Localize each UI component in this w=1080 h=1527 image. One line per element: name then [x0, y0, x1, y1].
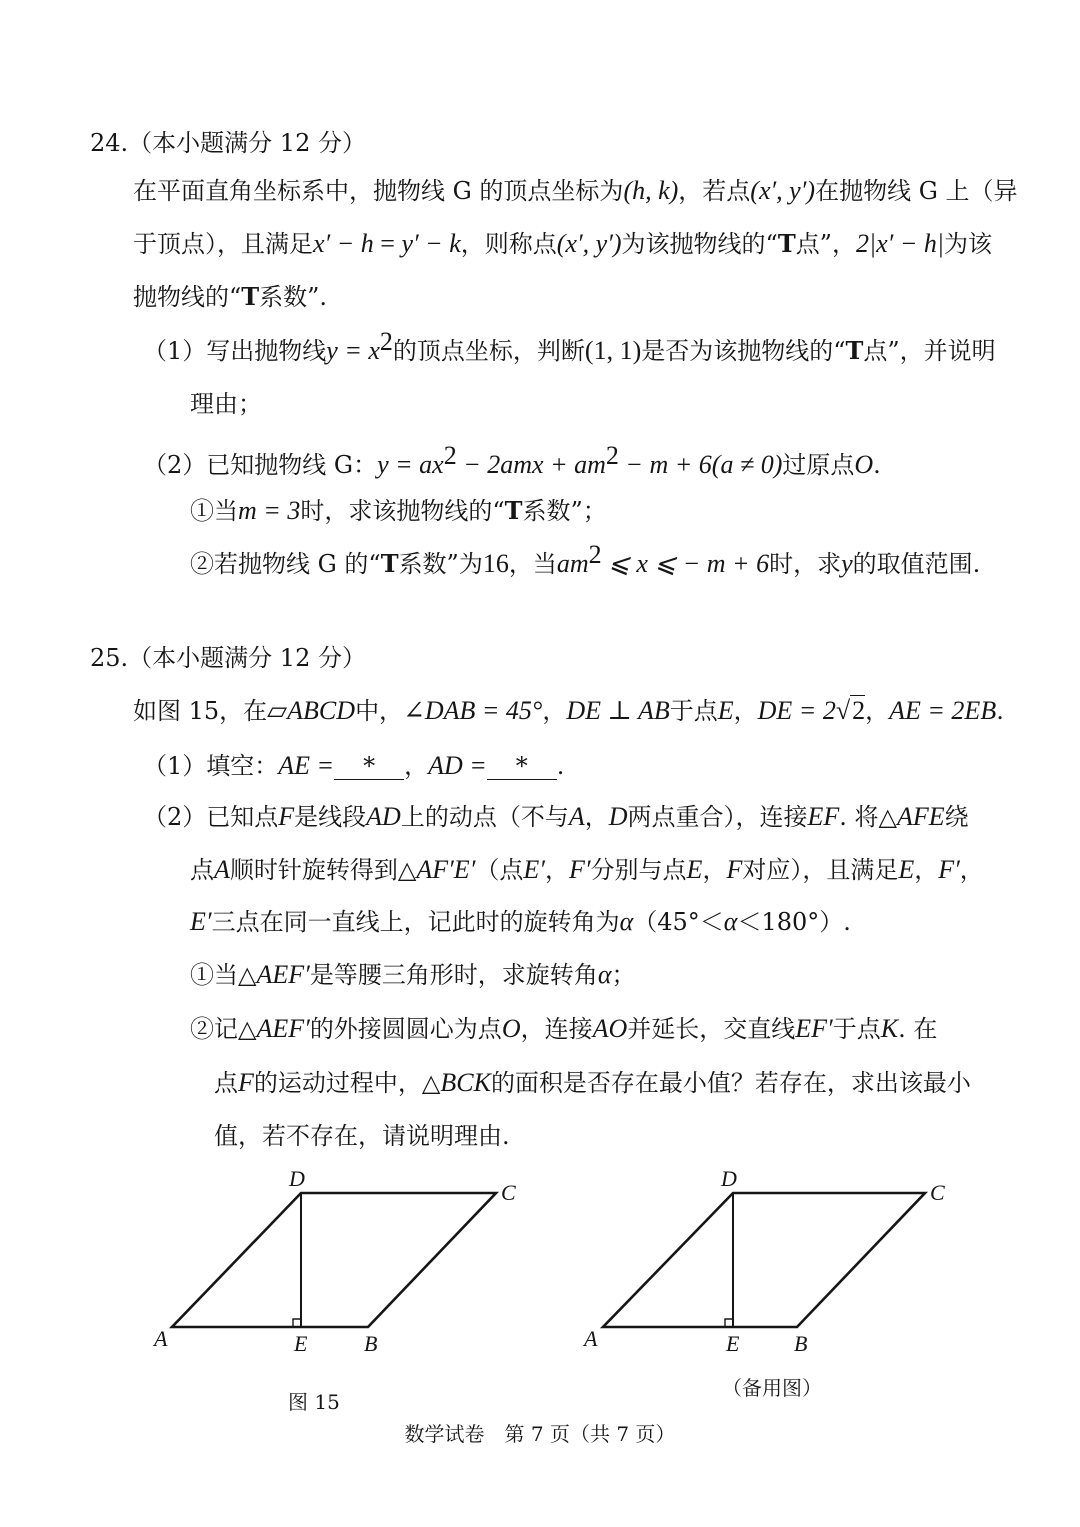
q25-part2-line1: （2）已知点F是线段AD上的动点（不与A，D两点重合），连接EF. 将△AFE绕	[143, 802, 969, 831]
q24-part2-line1: （2）已知抛物线 G：$y = ax^2 - 2amx + am^2 - m + 6(a \ne 0)$过原点O.	[143, 441, 881, 479]
fig15-label-d: D	[289, 1166, 305, 1191]
spare-label-d: D	[721, 1166, 737, 1191]
fig15-label-a: A	[154, 1326, 168, 1351]
q25-score: （本小题满分 12 分）	[128, 644, 366, 672]
q24-part2-item2: ②若抛物线 G 的“T系数”为16，当$am^2$ ⩽ x ⩽ − m + 6时，求y的取值范围.	[190, 540, 981, 578]
ad-answer-blank: *	[487, 753, 557, 780]
spare-label-e: E	[726, 1331, 740, 1356]
q24-intro-line1: 在平面直角坐标系中，抛物线 G 的顶点坐标为(h, k)，若点(x′, y′)在抛物线 G 上（异	[133, 176, 1018, 205]
page-footer: 数学试卷 第 7 页（共 7 页）	[404, 1422, 676, 1446]
ae-answer-blank: *	[334, 753, 404, 780]
q25-part2-line2: 点A顺时针旋转得到△AF′E′（点E′，F′分别与点E，F对应），且满足E，F′，	[190, 855, 984, 884]
q25-part2-item2-line1: ②记△AEF′的外接圆圆心为点O，连接AO并延长，交直线EF′于点K. 在	[190, 1014, 938, 1043]
spare-label-a: A	[584, 1326, 598, 1351]
q24-number: 24.	[90, 129, 129, 157]
q25-part2-item2-line2: 点F的运动过程中，△BCK的面积是否存在最小值？若存在，求出该最小	[214, 1068, 971, 1097]
t-coefficient-expression: 2|x′ − h|	[855, 229, 945, 258]
q25-part2-item1: ①当△AEF′是等腰三角形时，求旋转角α；	[190, 960, 636, 989]
q24-part2-item1: ①当m = 3时，求该抛物线的“T系数”；	[190, 496, 607, 525]
q25-number: 25.	[90, 644, 129, 672]
parallelogram-abcd	[172, 1193, 496, 1327]
fig15-label-c: C	[501, 1180, 516, 1205]
q24-part1-line2: 理由；	[190, 390, 262, 418]
spare-figure-caption: （备用图）	[722, 1376, 822, 1400]
spare-label-c: C	[930, 1180, 945, 1205]
q25-part1: （1）填空：AE = * ，AD = * .	[143, 751, 565, 780]
q24-intro-line3: 抛物线的“T系数”.	[133, 282, 328, 311]
figure-spare	[603, 1193, 925, 1327]
q24-intro-line2: 于顶点），且满足x′ − h = y′ − k，则称点(x′, y′)为该抛物线的“T点”，2|x′ − h|为该	[133, 229, 993, 258]
q25-part2-item2-line3: 值，若不存在，请说明理由.	[214, 1122, 510, 1150]
q24-part1-line1: （1）写出抛物线$y = x^2$的顶点坐标，判断(1, 1)是否为该抛物线的“T点”，并说明	[143, 327, 996, 365]
q25-part2-line3: E′三点在同一直线上，记此时的旋转角为α（45°＜α＜180°）.	[190, 907, 851, 936]
fig15-label-b: B	[364, 1331, 378, 1356]
fig15-label-e: E	[294, 1331, 308, 1356]
q24-score: （本小题满分 12 分）	[128, 129, 366, 157]
figure-15	[172, 1193, 496, 1327]
q25-intro: 如图 15，在▱ABCD中，∠DAB = 45°，DE ⊥ AB于点E，DE = 2√2，AE = 2EB.	[133, 696, 1004, 725]
parallelogram-abcd-spare	[603, 1193, 925, 1327]
figure-15-caption: 图 15	[288, 1390, 340, 1414]
spare-label-b: B	[794, 1331, 808, 1356]
